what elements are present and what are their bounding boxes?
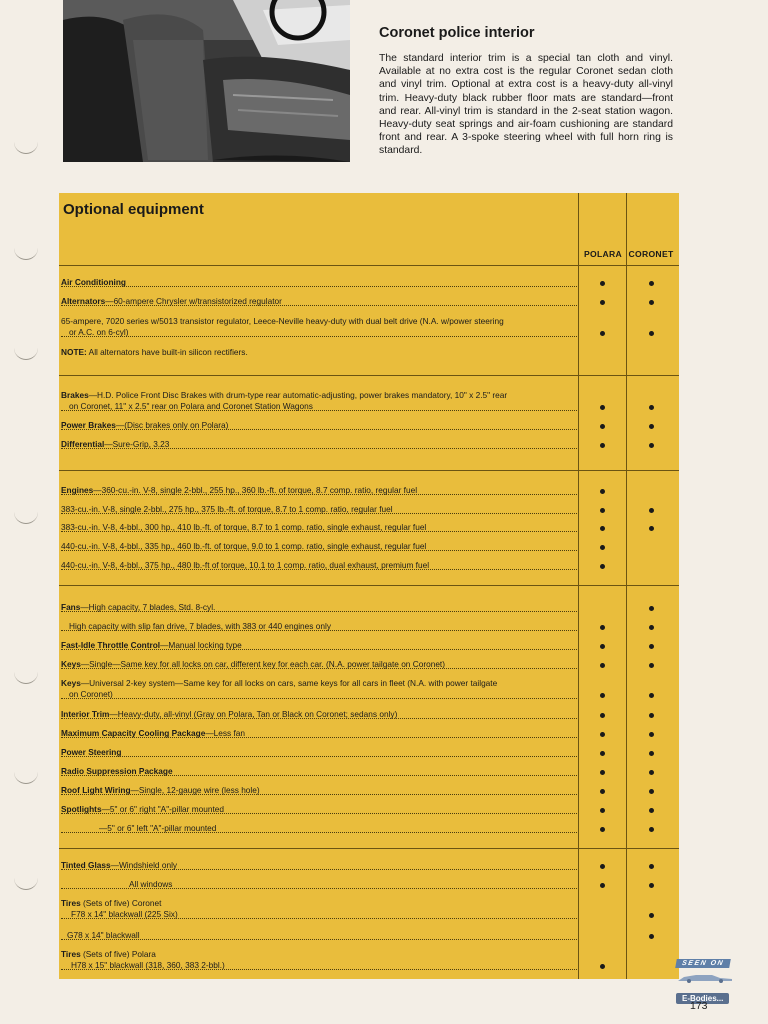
interior-title: Coronet police interior <box>379 25 535 41</box>
table-row <box>61 930 577 940</box>
header-rule <box>59 265 679 266</box>
polara-availability-bullet <box>600 751 605 756</box>
table-row <box>61 522 577 532</box>
coronet-availability-bullet <box>649 913 654 918</box>
polara-availability-bullet <box>600 508 605 513</box>
section-rule <box>59 375 679 376</box>
row-text: —360-cu.-in. V-8, single 2-bbl., 255 hp., 360 lb.-ft. of torque, 8.7 comp. ratio, regular fuel <box>93 485 418 495</box>
coronet-availability-bullet <box>649 808 654 813</box>
polara-availability-bullet <box>600 770 605 775</box>
coronet-availability-bullet <box>649 864 654 869</box>
row-label: Fans <box>61 602 81 612</box>
coronet-availability-bullet <box>649 693 654 698</box>
row-text-continued: or A.C. on 6-cyl) <box>69 327 129 337</box>
seen-on-e-bodies-logo <box>676 952 738 1003</box>
polara-availability-bullet <box>600 331 605 336</box>
polara-availability-bullet <box>600 281 605 286</box>
punch-hole <box>14 510 38 524</box>
coronet-availability-bullet <box>649 827 654 832</box>
table-row <box>61 640 577 650</box>
row-text: —60-ampere Chrysler w/transistorized regulator <box>105 296 282 306</box>
row-text: 65-ampere, 7020 series w/5013 transistor regulator, Leece-Neville heavy-duty with dual belt drive (N.A. w/power steering <box>61 316 504 326</box>
table-row <box>61 439 577 449</box>
row-text: All alternators have built-in silicon rectifiers. <box>86 347 248 357</box>
car-silhouette-icon <box>676 972 734 983</box>
table-row <box>61 823 577 833</box>
row-label: Interior Trim <box>61 709 110 719</box>
row-text: —H.D. Police Front Disc Brakes with drum-type rear automatic-adjusting, power brakes mandatory, 10" x 2.5" rear <box>88 390 508 400</box>
punch-hole <box>14 346 38 360</box>
punch-hole <box>14 876 38 890</box>
row-text: (Sets of five) Polara <box>80 949 156 959</box>
table-row <box>61 316 577 337</box>
row-text: 440-cu.-in. V-8, 4-bbl., 375 hp., 480 lb.-ft of torque, 10.1 to 1 comp. ratio, dual exhaust, premium fuel <box>61 560 430 570</box>
optional-equipment-panel <box>59 193 679 979</box>
row-text: —Universal 2-key system—Same key for all locks on cars, same keys for all cars in fleet (N.A. with power tailgate <box>80 678 498 688</box>
punch-hole <box>14 670 38 684</box>
column-divider <box>578 193 579 979</box>
row-label: Differential <box>61 439 105 449</box>
table-row <box>61 659 577 669</box>
table-row <box>61 747 577 757</box>
polara-availability-bullet <box>600 883 605 888</box>
row-label: Air Conditioning <box>61 277 126 287</box>
coronet-availability-bullet <box>649 770 654 775</box>
polara-availability-bullet <box>600 545 605 550</box>
coronet-column-header: CORONET <box>628 249 674 259</box>
table-row <box>61 277 577 287</box>
table-row <box>61 709 577 719</box>
row-text: —Sure-Grip, 3.23 <box>104 439 170 449</box>
row-label: Maximum Capacity Cooling Package <box>61 728 206 738</box>
row-text-continued: H78 x 15" blackwall (318, 360, 383 2-bbl.) <box>71 960 225 970</box>
coronet-availability-bullet <box>649 713 654 718</box>
row-text: (Sets of five) Coronet <box>80 898 162 908</box>
polara-availability-bullet <box>600 300 605 305</box>
row-text: —Less fan <box>205 728 245 738</box>
polara-availability-bullet <box>600 713 605 718</box>
polara-availability-bullet <box>600 443 605 448</box>
section-rule <box>59 848 679 849</box>
coronet-availability-bullet <box>649 789 654 794</box>
table-row <box>61 898 577 919</box>
coronet-availability-bullet <box>649 526 654 531</box>
coronet-availability-bullet <box>649 281 654 286</box>
optional-equipment-title: Optional equipment <box>63 201 204 218</box>
row-label: Radio Suppression Package <box>61 766 173 776</box>
dot-leader <box>61 336 577 337</box>
punch-hole <box>14 246 38 260</box>
row-label: Spotlights <box>61 804 102 814</box>
row-text: —5" or 6" left "A"-pillar mounted <box>99 823 217 833</box>
table-row <box>61 621 577 631</box>
row-label: Tinted Glass <box>61 860 111 870</box>
row-text-continued: on Coronet) <box>69 689 113 699</box>
coronet-availability-bullet <box>649 508 654 513</box>
row-label: NOTE: <box>61 347 87 357</box>
table-row <box>61 347 577 358</box>
coronet-availability-bullet <box>649 663 654 668</box>
coronet-availability-bullet <box>649 883 654 888</box>
punch-hole <box>14 770 38 784</box>
polara-availability-bullet <box>600 625 605 630</box>
table-row <box>61 485 577 495</box>
polara-availability-bullet <box>600 827 605 832</box>
row-label: Alternators <box>61 296 106 306</box>
coronet-availability-bullet <box>649 331 654 336</box>
coronet-availability-bullet <box>649 606 654 611</box>
table-row <box>61 766 577 776</box>
table-row <box>61 804 577 814</box>
interior-description: The standard interior trim is a special tan cloth and vinyl. Available at no extra cost is the regular Coronet sedan cloth and vinyl trim. Optional at extra cost is a heavy-duty all-vinyl trim. Heavy-duty black rubber floor mats are standard—front and rear. All-vinyl trim is standard in the 2-seat station wagon. Heavy-duty seat springs and air-foam cushioning are standard front and rear. A 3-spoke steering wheel with full horn ring is standard. <box>379 53 673 157</box>
table-row <box>61 296 577 306</box>
table-row <box>61 860 577 870</box>
table-row <box>61 879 577 889</box>
row-text-continued: F78 x 14" blackwall (225 Six) <box>71 909 178 919</box>
section-rule <box>59 585 679 586</box>
row-label: Engines <box>61 485 94 495</box>
polara-column-header: POLARA <box>583 249 623 259</box>
column-divider <box>626 193 627 979</box>
polara-availability-bullet <box>600 693 605 698</box>
polara-availability-bullet <box>600 789 605 794</box>
row-text: —Windshield only <box>110 860 178 870</box>
dot-leader <box>61 756 577 757</box>
dot-leader <box>61 698 577 699</box>
row-label: Power Steering <box>61 747 122 757</box>
table-row <box>61 541 577 551</box>
row-text: —Single—Same key for all locks on car, different key for each car. (N.A. power tailgate on Coronet) <box>80 659 446 669</box>
table-row <box>61 420 577 430</box>
coronet-availability-bullet <box>649 405 654 410</box>
row-text: —Manual locking type <box>160 640 242 650</box>
polara-availability-bullet <box>600 424 605 429</box>
polara-availability-bullet <box>600 864 605 869</box>
table-row <box>61 560 577 570</box>
logo-line2: E-Bodies... <box>676 993 729 1004</box>
row-label: Tires <box>61 898 81 908</box>
polara-availability-bullet <box>600 964 605 969</box>
row-text: —Single, 12-gauge wire (less hole) <box>130 785 260 795</box>
table-row <box>61 602 577 612</box>
polara-availability-bullet <box>600 644 605 649</box>
table-row <box>61 728 577 738</box>
row-label: Keys <box>61 659 81 669</box>
coronet-availability-bullet <box>649 934 654 939</box>
polara-availability-bullet <box>600 526 605 531</box>
row-text: —(Disc brakes only on Polara) <box>115 420 229 430</box>
polara-availability-bullet <box>600 663 605 668</box>
polara-availability-bullet <box>600 564 605 569</box>
table-row <box>61 785 577 795</box>
polara-availability-bullet <box>600 808 605 813</box>
dot-leader <box>61 286 577 287</box>
coronet-availability-bullet <box>649 424 654 429</box>
row-text: —5" or 6" right "A"-pillar mounted <box>101 804 225 814</box>
row-label: Brakes <box>61 390 89 400</box>
row-label: Fast-Idle Throttle Control <box>61 640 161 650</box>
table-row <box>61 949 577 970</box>
table-row <box>61 390 577 411</box>
row-text: —Heavy-duty, all-vinyl (Gray on Polara, Tan or Black on Coronet; sedans only) <box>109 709 398 719</box>
coronet-availability-bullet <box>649 732 654 737</box>
row-label: Power Brakes <box>61 420 116 430</box>
row-text: —High capacity, 7 blades, Std. 8-cyl. <box>80 602 216 612</box>
row-label: Keys <box>61 678 81 688</box>
coronet-availability-bullet <box>649 625 654 630</box>
row-label: Tires <box>61 949 81 959</box>
interior-photo <box>63 0 350 162</box>
row-label: Roof Light Wiring <box>61 785 131 795</box>
row-text: 383-cu.-in. V-8, 4-bbl., 300 hp., 410 lb.-ft. of torque, 8.7 to 1 comp. ratio, single exhaust, regular fuel <box>61 522 427 532</box>
coronet-availability-bullet <box>649 644 654 649</box>
row-text: All windows <box>129 879 173 889</box>
polara-availability-bullet <box>600 732 605 737</box>
polara-availability-bullet <box>600 489 605 494</box>
coronet-availability-bullet <box>649 751 654 756</box>
punch-hole <box>14 140 38 154</box>
page-number: 173 <box>690 1000 708 1012</box>
table-row <box>61 504 577 514</box>
coronet-availability-bullet <box>649 300 654 305</box>
logo-line1: SEEN ON <box>675 959 731 968</box>
row-text: High capacity with slip fan drive, 7 blades, with 383 or 440 engines only <box>69 621 331 631</box>
polara-availability-bullet <box>600 405 605 410</box>
row-text: G78 x 14" blackwall <box>67 930 140 940</box>
row-text-continued: on Coronet, 11" x 2.5" rear on Polara and Coronet Station Wagons <box>69 401 313 411</box>
coronet-availability-bullet <box>649 443 654 448</box>
table-row <box>61 678 577 699</box>
row-text: 383-cu.-in. V-8, single 2-bbl., 275 hp., 375 lb.-ft. of torque, 8.7 to 1 comp. ratio, regular fuel <box>61 504 393 514</box>
section-rule <box>59 470 679 471</box>
row-text: 440-cu.-in. V-8, 4-bbl., 335 hp., 460 lb.-ft. of torque, 9.0 to 1 comp. ratio, single exhaust, regular fuel <box>61 541 427 551</box>
